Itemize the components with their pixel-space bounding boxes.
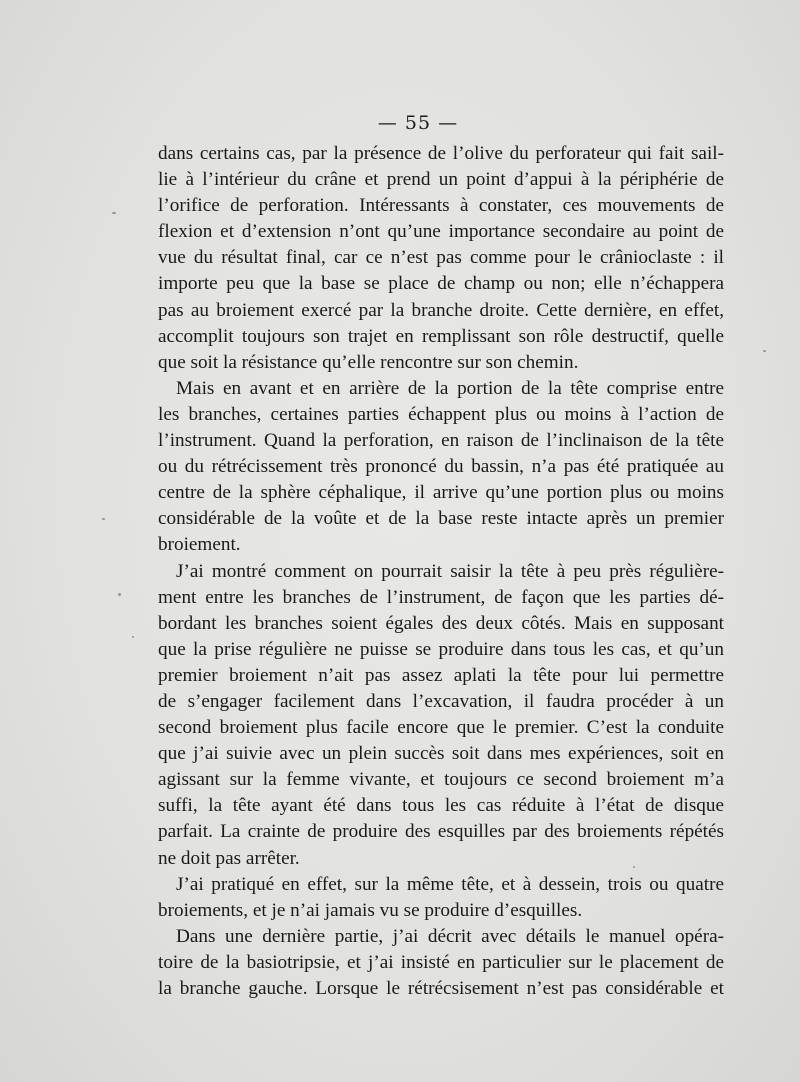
paper-speck <box>763 350 766 352</box>
text-line: que soit la résistance qu’elle rencontre sur son chemin. <box>158 351 579 373</box>
text-line: vue du résultat final, car ce n’est pas comme pour le crânioclaste : il <box>158 247 724 269</box>
paper-speck <box>132 636 134 638</box>
text-line: pas au broiement exercé par la branche droite. Cette dernière, en effet, <box>158 299 724 321</box>
paper-speck <box>102 518 105 520</box>
text-line: premier broiement n’ait pas assez aplati la tête pour lui permettre <box>158 664 724 686</box>
paper-speck <box>633 866 635 868</box>
text-line: J’ai montré comment on pourrait saisir la tête à peu près régulière- <box>176 560 724 582</box>
text-line: Dans une dernière partie, j’ai décrit avec détails le manuel opéra- <box>176 925 724 947</box>
text-line: J’ai pratiqué en effet, sur la même tête, et à dessein, trois ou quatre <box>176 873 724 895</box>
text-line: bordant les branches soient égales des deux côtés. Mais en supposant <box>158 612 724 634</box>
text-line: la branche gauche. Lorsque le rétrécsisement n’est pas considérable et <box>158 978 724 999</box>
text-line: lie à l’intérieur du crâne et prend un point d’appui à la périphérie de <box>158 169 724 191</box>
paper-speck <box>118 593 121 596</box>
text-line: ou du rétrécissement très prononcé du bassin, n’a pas été pratiquée au <box>158 456 724 478</box>
text-line: importe peu que la base se place de champ ou non; elle n’échappera <box>158 273 724 295</box>
text-line: second broiement plus facile encore que le premier. C’est la conduite <box>158 717 724 739</box>
body-text <box>158 141 724 1002</box>
paper-speck <box>112 212 116 214</box>
text-line: de s’engager facilement dans l’excavation, il faudra procéder à un <box>158 690 724 712</box>
page-number: — 55 — <box>377 112 459 134</box>
text-line: considérable de la voûte et de la base reste intacte après un premier <box>158 508 724 530</box>
text-line: accomplit toujours son trajet en remplissant son rôle destructif, quelle <box>158 325 724 347</box>
text-line: ment entre les branches de l’instrument, de façon que les parties dé- <box>158 586 724 608</box>
text-line: suffi, la tête ayant été dans tous les cas réduite à l’état de disque <box>158 795 724 817</box>
text-line: broiement. <box>158 534 241 556</box>
text-line: que la prise régulière ne puisse se produire dans tous les cas, et qu’un <box>158 638 724 660</box>
text-line: parfait. La crainte de produire des esquilles par des broiements répétés <box>158 821 724 843</box>
text-line: les branches, certaines parties échappent plus ou moins à l’action de <box>158 403 724 425</box>
text-line: toire de la basiotripsie, et j’ai insisté en particulier sur le placement de <box>158 951 724 973</box>
text-line: broiements, et je n’ai jamais vu se produire d’esquilles. <box>158 899 583 921</box>
text-line: ne doit pas arrêter. <box>158 847 300 869</box>
text-line: dans certains cas, par la présence de l’olive du perforateur qui fait sail- <box>158 143 724 164</box>
text-line: agissant sur la femme vivante, et toujours ce second broiement m’a <box>158 769 724 791</box>
text-line: centre de la sphère céphalique, il arrive qu’une portion plus ou moins <box>158 482 724 504</box>
text-line: l’instrument. Quand la perforation, en raison de l’inclinaison de la tête <box>158 430 724 452</box>
text-line: Mais en avant et en arrière de la portion de la tête comprise entre <box>176 377 724 399</box>
text-line: l’orifice de perforation. Intéressants à constater, ces mouvements de <box>158 195 724 217</box>
text-line: que j’ai suivie avec un plein succès soit dans mes expériences, soit en <box>158 743 724 765</box>
text-line: flexion et d’extension n’ont qu’une importance secondaire au point de <box>158 221 724 243</box>
